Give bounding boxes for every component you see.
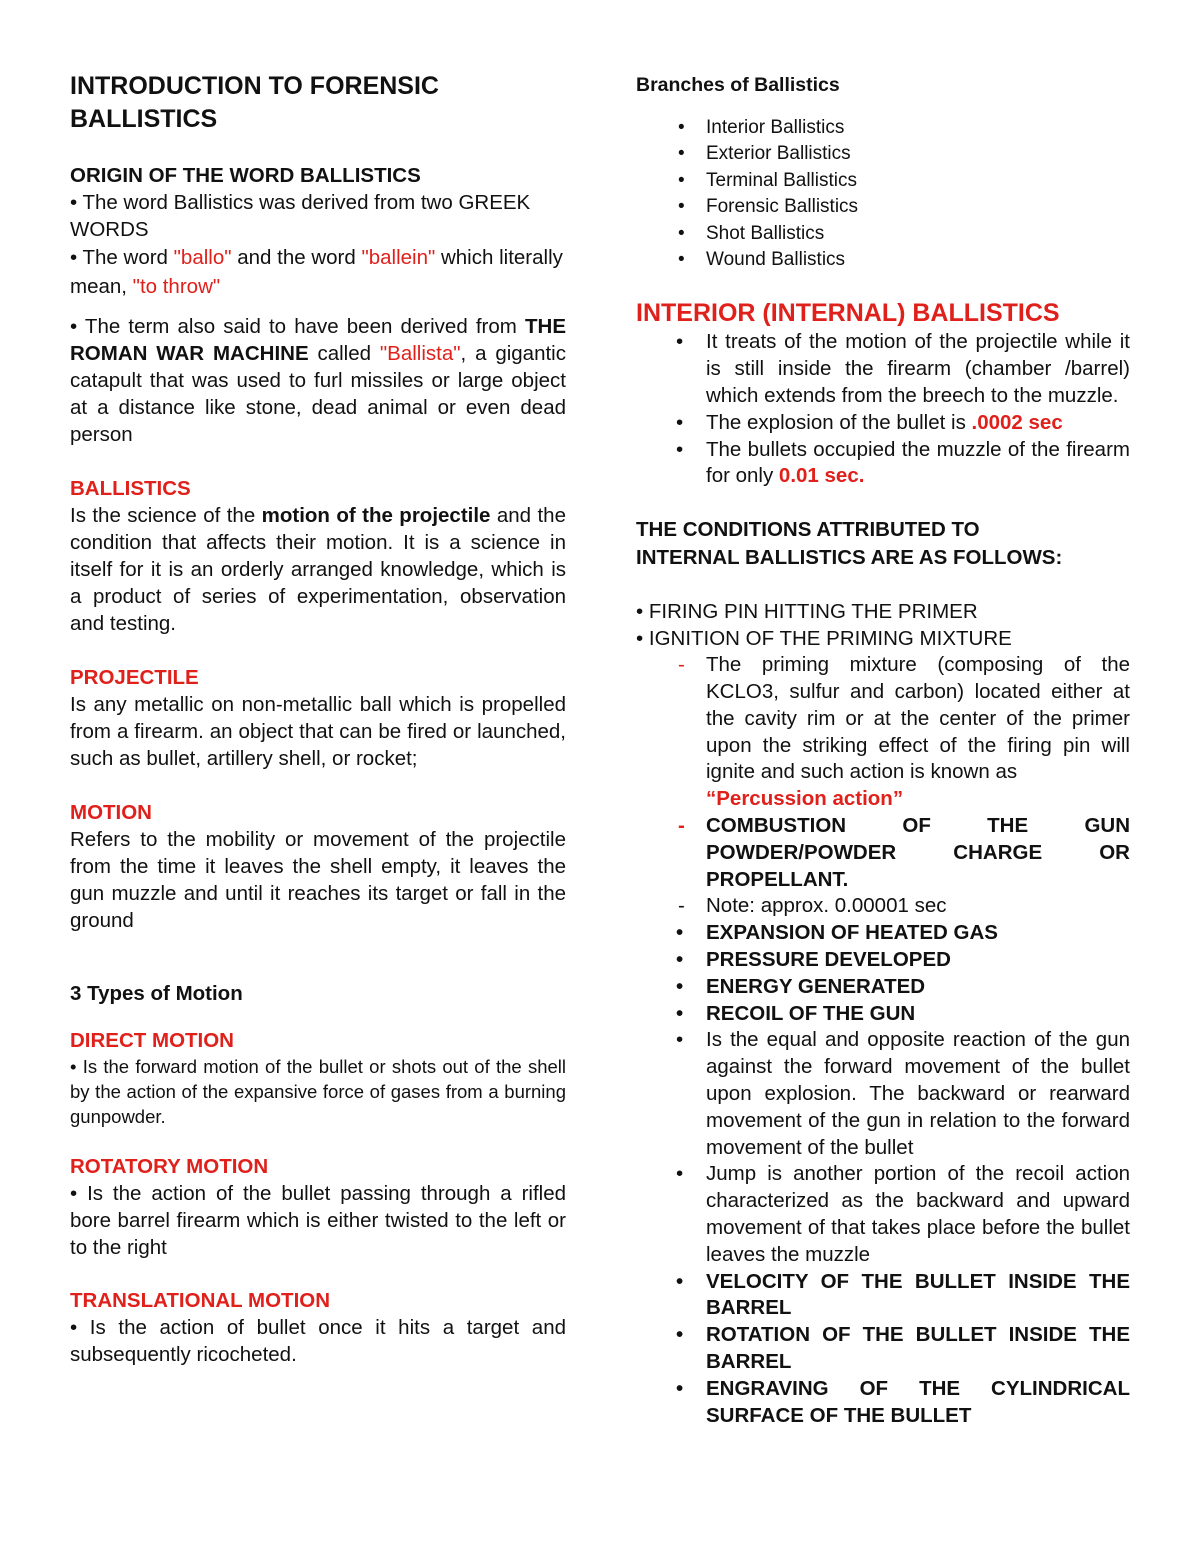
list-item bbox=[636, 1001, 1130, 1028]
bullet-marker: • bbox=[676, 1376, 684, 1400]
text-span: EXPANSION OF HEATED GAS bbox=[706, 921, 998, 945]
origin-paragraph-3 bbox=[70, 313, 566, 448]
text-span: • The term also said to have been derived from bbox=[70, 315, 525, 338]
ballo-term: "ballo" bbox=[173, 246, 232, 269]
list-item bbox=[636, 652, 1130, 813]
explosion-time: .0002 sec bbox=[971, 410, 1063, 434]
bullet-marker: • bbox=[676, 1028, 684, 1052]
bullet-marker: • bbox=[676, 1269, 684, 1293]
dash-marker: - bbox=[678, 814, 685, 837]
text-span: The explosion of the bullet is bbox=[706, 410, 972, 434]
text-span: called bbox=[308, 342, 380, 365]
dash-marker: - bbox=[678, 894, 685, 918]
roman-war-machine: THE ROMAN WAR MACHINE bbox=[70, 315, 566, 365]
text-span: Jump is another portion of the recoil action characterized as the backward and upward movement of that takes place before the bullet leaves the muzzle bbox=[706, 1162, 1130, 1266]
list-item: • Exterior Ballistics bbox=[636, 141, 1130, 167]
list-item: • Wound Ballistics bbox=[636, 247, 1130, 273]
conditions-heading-line-1: THE CONDITIONS ATTRIBUTED TO bbox=[636, 518, 980, 542]
text-span: ENGRAVING OF THE CYLINDRICAL SURFACE OF THE BULLET bbox=[706, 1376, 1130, 1427]
list-item bbox=[636, 893, 1130, 920]
list-item bbox=[636, 974, 1130, 1001]
text-span: Is the science of the bbox=[70, 504, 262, 527]
branches-list bbox=[636, 115, 1130, 273]
text-span: VELOCITY OF THE BULLET INSIDE THE BARREL bbox=[706, 1269, 1130, 1320]
title-line-2: BALLISTICS bbox=[70, 105, 218, 133]
condition-firing-pin: • FIRING PIN HITTING THE PRIMER bbox=[636, 600, 978, 624]
translational-motion-heading: TRANSLATIONAL MOTION bbox=[70, 1289, 331, 1312]
list-item bbox=[636, 947, 1130, 974]
text-span: ROTATION OF THE BULLET INSIDE THE BARREL bbox=[706, 1323, 1130, 1373]
bullet-marker: • bbox=[676, 1001, 684, 1025]
ballista-term: "Ballista" bbox=[379, 342, 461, 365]
text-span: , a gigantic catapult that was used to furl missiles or large object at a distance like stone, dead animal or even dead person bbox=[70, 342, 566, 446]
rotatory-motion-heading: ROTATORY MOTION bbox=[70, 1155, 269, 1178]
text-span: • The word bbox=[70, 246, 174, 269]
text-span: The bullets occupied the muzzle of the firearm for only bbox=[706, 437, 1130, 488]
interior-ballistics-heading: INTERIOR (INTERNAL) BALLISTICS bbox=[636, 299, 1060, 328]
list-item bbox=[636, 920, 1130, 947]
text-span: It treats of the motion of the projectile while it is still inside the firearm (chamber /barrel) which extends from the breech to the muzzle. bbox=[706, 330, 1130, 408]
bullet-marker: • bbox=[676, 330, 684, 354]
list-item bbox=[636, 329, 1130, 409]
condition-ignition: • IGNITION OF THE PRIMING MIXTURE bbox=[636, 627, 1012, 651]
list-item: • Interior Ballistics bbox=[636, 115, 1130, 141]
direct-motion-text: • Is the forward motion of the bullet or shots out of the shell by the action of the expansive force of gases from a burning gunpowder. bbox=[70, 1056, 566, 1127]
text-span: Is the equal and opposite reaction of the gun against the forward movement of the bullet upon explosion. The backward or rearward movement of the gun in relation to the forward movement of the bullet bbox=[706, 1028, 1130, 1159]
list-item bbox=[636, 1322, 1130, 1376]
list-item bbox=[636, 410, 1130, 437]
list-item bbox=[636, 1027, 1130, 1161]
origin-heading: ORIGIN OF THE WORD BALLISTICS bbox=[70, 164, 421, 187]
bullet-marker: • bbox=[676, 921, 684, 945]
list-item bbox=[636, 1161, 1130, 1268]
bullet-marker: • bbox=[676, 1162, 684, 1186]
percussion-action: “Percussion action” bbox=[706, 787, 904, 811]
conditions-list bbox=[636, 652, 1130, 1429]
branches-heading: Branches of Ballistics bbox=[636, 74, 840, 96]
ballein-term: "ballein" bbox=[361, 246, 436, 269]
list-item: • Terminal Ballistics bbox=[636, 168, 1130, 194]
bullet-marker: • bbox=[676, 437, 684, 461]
bullet-marker: • bbox=[676, 974, 684, 998]
translational-motion-text: • Is the action of bullet once it hits a target and subsequently ricocheted. bbox=[70, 1316, 566, 1366]
right-column bbox=[636, 72, 1130, 1429]
origin-paragraph-1: • The word Ballistics was derived from two GREEK WORDS bbox=[70, 191, 531, 241]
text-span: and the condition that affects their motion. It is a science in itself for it is an orderly arranged knowledge, which is a product of series of experimentation, observation and testing. bbox=[70, 504, 566, 635]
page-title bbox=[70, 70, 566, 136]
text-span: The priming mixture (composing of the KCLO3, sulfur and carbon) located either at the cavity rim or at the center of the primer upon the striking effect of the firing pin will ignite and such action is known as bbox=[706, 653, 1130, 784]
left-column bbox=[70, 70, 566, 1368]
text-span: ENERGY GENERATED bbox=[706, 974, 926, 998]
interior-list bbox=[636, 329, 1130, 490]
ballistics-definition bbox=[70, 502, 566, 637]
types-of-motion-heading: 3 Types of Motion bbox=[70, 982, 243, 1005]
projectile-definition: Is any metallic on non-metallic ball which is propelled from a firearm. an object that can be fired or launched, such as bullet, artillery shell, or rocket; bbox=[70, 693, 566, 770]
motion-heading: MOTION bbox=[70, 801, 152, 824]
title-line-1: INTRODUCTION TO FORENSIC bbox=[70, 72, 439, 100]
muzzle-time: 0.01 sec. bbox=[778, 464, 865, 488]
text-span: PRESSURE DEVELOPED bbox=[706, 947, 951, 971]
motion-definition: Refers to the mobility or movement of the projectile from the time it leaves the shell empty, it leaves the gun muzzle and until it reaches its target or fall in the ground bbox=[70, 828, 566, 932]
bullet-marker: • bbox=[676, 947, 684, 971]
text-span: Note: approx. 0.00001 sec bbox=[706, 894, 947, 918]
list-item bbox=[636, 813, 1130, 893]
list-item: • Shot Ballistics bbox=[636, 221, 1130, 247]
list-item bbox=[636, 1376, 1130, 1430]
motion-of-projectile: motion of the projectile bbox=[261, 504, 491, 527]
direct-motion-heading: DIRECT MOTION bbox=[70, 1029, 234, 1052]
text-span: COMBUSTION OF THE GUN POWDER/POWDER CHARGE OR PROPELLANT. bbox=[706, 814, 1130, 891]
list-item bbox=[636, 437, 1130, 491]
bullet-marker: • bbox=[676, 410, 684, 434]
rotatory-motion-text: • Is the action of the bullet passing through a rifled bore barrel firearm which is either twisted to the left or to the right bbox=[70, 1182, 566, 1259]
text-span: RECOIL OF THE GUN bbox=[706, 1001, 916, 1025]
conditions-heading-line-2: INTERNAL BALLISTICS ARE AS FOLLOWS: bbox=[636, 546, 1063, 570]
to-throw-term: "to throw" bbox=[132, 275, 221, 298]
text-span: and the word bbox=[231, 246, 362, 269]
bullet-marker: • bbox=[676, 1323, 684, 1347]
ballistics-heading: BALLISTICS bbox=[70, 477, 191, 500]
list-item: • Forensic Ballistics bbox=[636, 194, 1130, 220]
text-span: which literally mean, bbox=[70, 246, 563, 298]
conditions-heading bbox=[636, 516, 1130, 572]
origin-paragraph-2 bbox=[70, 243, 566, 301]
list-item bbox=[636, 1269, 1130, 1323]
projectile-heading: PROJECTILE bbox=[70, 666, 199, 689]
dash-marker: - bbox=[678, 653, 685, 677]
